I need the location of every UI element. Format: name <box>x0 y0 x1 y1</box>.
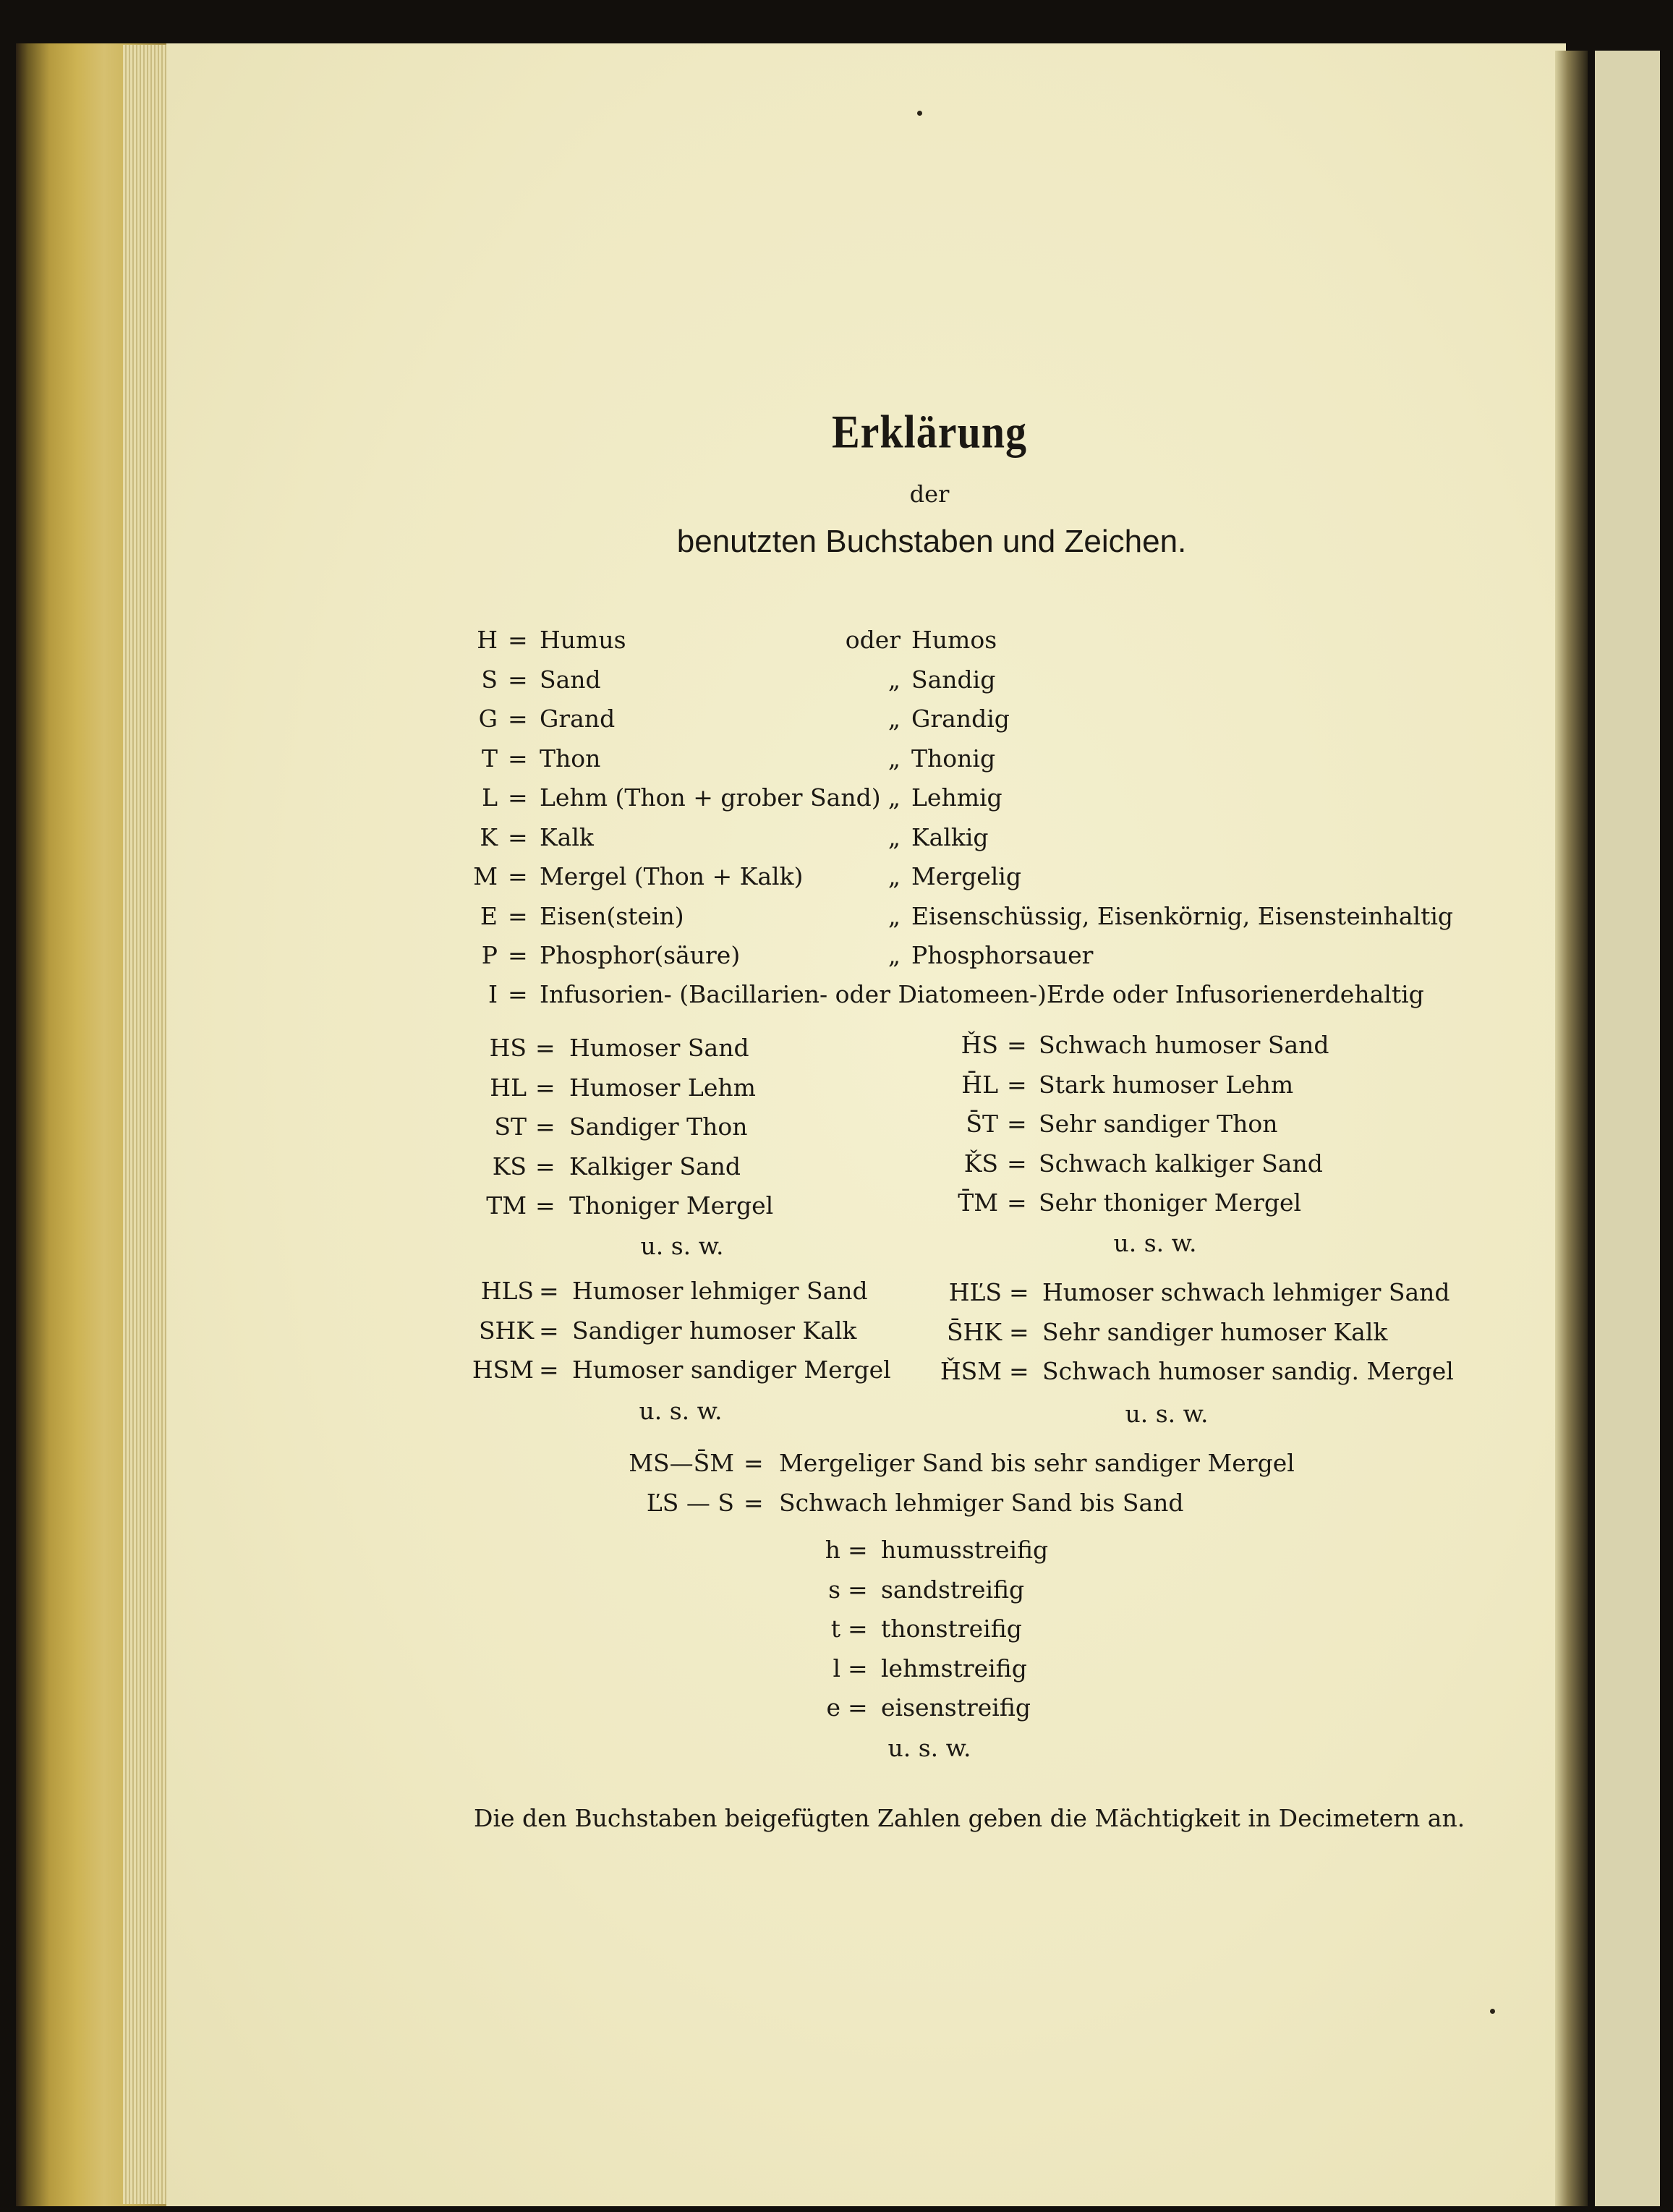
equals-sign: = <box>539 1356 559 1384</box>
symbol-meaning: Infusorien- (Bacillarien- oder Diatomeen-)Erde oder Infusorienerdehaltig <box>540 980 1424 1008</box>
symbol-meaning: Mergel (Thon + Kalk) <box>540 862 804 890</box>
pair-meaning: Sehr thoniger Mergel <box>1039 1188 1302 1217</box>
range-meaning: Mergeliger Sand bis sehr sandiger Mergel <box>779 1449 1295 1477</box>
streak-abbr: s <box>828 1575 840 1604</box>
triple-meaning: Humoser lehmiger Sand <box>572 1277 868 1305</box>
equals-sign: = <box>508 705 528 733</box>
symbol-meaning: Thon <box>540 744 601 773</box>
streak-abbr: h <box>825 1536 840 1564</box>
pair-abbr: ST <box>494 1113 527 1141</box>
symbol-adjective: Thonig <box>911 744 996 773</box>
equals-sign: = <box>1007 1149 1027 1178</box>
equals-sign: = <box>535 1073 555 1102</box>
symbol-abbr: H <box>477 626 498 654</box>
ditto-mark: „ <box>887 862 901 890</box>
symbol-meaning: Kalk <box>540 822 594 851</box>
triple-meaning: Schwach humoser sandig. Mergel <box>1042 1357 1454 1385</box>
pair-meaning: Humoser Lehm <box>569 1073 756 1102</box>
equals-sign: = <box>848 1693 868 1722</box>
equals-sign: = <box>1009 1317 1029 1346</box>
pair-meaning: Kalkiger Sand <box>569 1152 741 1181</box>
symbol-meaning: Humus <box>540 626 626 654</box>
symbol-abbr: S <box>481 665 498 694</box>
symbol-adjective: Eisenschüssig, Eisenkörnig, Eisensteinhaltig <box>911 901 1454 930</box>
streak-abbr: e <box>826 1693 840 1722</box>
equals-sign: = <box>1007 1188 1027 1217</box>
equals-sign: = <box>508 626 528 654</box>
pair-meaning: Schwach kalkiger Sand <box>1039 1149 1323 1178</box>
pair-abbr: T̄M <box>958 1188 998 1217</box>
pair-abbr: H̄L <box>961 1070 998 1099</box>
symbol-meaning: Eisen(stein) <box>540 901 684 930</box>
symbol-abbr: E <box>480 901 498 930</box>
pair-abbr: HS <box>489 1034 527 1062</box>
equals-sign: = <box>508 862 528 890</box>
etc-label: u. s. w. <box>1113 1229 1197 1257</box>
subtitle: benutzten Buchstaben und Zeichen. <box>676 524 1187 559</box>
etc-label: u. s. w. <box>1125 1400 1209 1428</box>
footer-note: Die den Buchstaben beigefügten Zahlen geben die Mächtigkeit in Decimetern an. <box>474 1804 1465 1832</box>
equals-sign: = <box>508 665 528 694</box>
equals-sign: = <box>848 1654 868 1683</box>
equals-sign: = <box>508 901 528 930</box>
symbol-adjective: Grandig <box>911 705 1010 733</box>
ditto-mark: „ <box>887 665 901 694</box>
triple-abbr: S̄HK <box>946 1317 1002 1346</box>
equals-sign: = <box>744 1488 764 1517</box>
etc-label: u. s. w. <box>640 1232 724 1260</box>
pair-abbr: ǨS <box>963 1149 998 1178</box>
symbol-adjective: Phosphorsauer <box>911 941 1094 969</box>
equals-sign: = <box>848 1615 868 1643</box>
symbol-meaning: Grand <box>540 705 616 733</box>
page-gutter <box>1555 51 1588 2206</box>
pair-meaning: Stark humoser Lehm <box>1039 1070 1294 1099</box>
streak-abbr: t <box>830 1615 840 1643</box>
equals-sign: = <box>535 1191 555 1220</box>
pair-meaning: Thoniger Mergel <box>569 1191 774 1220</box>
range-meaning: Schwach lehmiger Sand bis Sand <box>779 1488 1184 1517</box>
equals-sign: = <box>539 1277 559 1305</box>
streak-meaning: lehmstreifig <box>881 1654 1027 1683</box>
ditto-mark: „ <box>887 822 901 851</box>
range-abbr: MS—S̄M <box>629 1449 734 1477</box>
streak-abbr: l <box>833 1654 840 1683</box>
equals-sign: = <box>539 1316 559 1345</box>
pair-meaning: Schwach humoser Sand <box>1039 1031 1329 1059</box>
book-page <box>166 43 1566 2206</box>
streak-meaning: humusstreifig <box>881 1536 1049 1564</box>
symbol-adjective: Mergelig <box>911 862 1021 890</box>
equals-sign: = <box>848 1536 868 1564</box>
triple-abbr: SHK <box>478 1316 534 1345</box>
triple-meaning: Humoser schwach lehmiger Sand <box>1042 1278 1450 1306</box>
pair-abbr: ȞS <box>961 1031 998 1059</box>
triple-abbr: ȞSM <box>940 1357 1002 1385</box>
equals-sign: = <box>508 822 528 851</box>
page-title: Erklärung <box>831 405 1028 458</box>
symbol-adjective: Lehmig <box>911 783 1002 812</box>
equals-sign: = <box>508 783 528 812</box>
symbol-abbr: K <box>480 822 498 851</box>
triple-meaning: Sehr sandiger humoser Kalk <box>1042 1317 1388 1346</box>
equals-sign: = <box>1009 1357 1029 1385</box>
speck <box>917 111 922 116</box>
equals-sign: = <box>1007 1110 1027 1138</box>
etc-label: u. s. w. <box>639 1397 723 1425</box>
triple-abbr: HSM <box>472 1356 534 1384</box>
streak-meaning: eisenstreifig <box>881 1693 1031 1722</box>
ditto-mark: „ <box>887 744 901 773</box>
triple-abbr: HĽS <box>948 1278 1002 1306</box>
equals-sign: = <box>508 980 528 1008</box>
equals-sign: = <box>508 744 528 773</box>
pair-meaning: Humoser Sand <box>569 1034 749 1062</box>
subtitle-small: der <box>909 480 950 508</box>
symbol-abbr: G <box>478 705 498 733</box>
streak-meaning: thonstreifig <box>881 1615 1022 1643</box>
equals-sign: = <box>1007 1070 1027 1099</box>
ditto-mark: „ <box>887 941 901 969</box>
equals-sign: = <box>535 1152 555 1181</box>
symbol-meaning: Phosphor(säure) <box>540 941 741 969</box>
etc-label: u. s. w. <box>887 1734 971 1762</box>
symbol-abbr: P <box>481 941 498 969</box>
symbol-adjective: Sandig <box>911 665 996 694</box>
ditto-mark: „ <box>887 901 901 930</box>
equals-sign: = <box>535 1034 555 1062</box>
symbol-adjective: Humos <box>911 626 997 654</box>
symbol-meaning: Sand <box>540 665 601 694</box>
range-abbr: ĽS — S <box>646 1488 734 1517</box>
symbol-adjective: Kalkig <box>911 822 989 851</box>
symbol-abbr: T <box>481 744 498 773</box>
pair-meaning: Sandiger Thon <box>569 1113 748 1141</box>
equals-sign: = <box>508 941 528 969</box>
equals-sign: = <box>1009 1278 1029 1306</box>
symbol-abbr: L <box>482 783 498 812</box>
equals-sign: = <box>848 1575 868 1604</box>
symbol-abbr: M <box>473 862 498 890</box>
next-page-strip <box>1595 51 1660 2206</box>
symbol-abbr: I <box>488 980 498 1008</box>
equals-sign: = <box>744 1449 764 1477</box>
triple-abbr: HLS <box>480 1277 534 1305</box>
triple-meaning: Humoser sandiger Mergel <box>572 1356 891 1384</box>
pair-meaning: Sehr sandiger Thon <box>1039 1110 1278 1138</box>
speck <box>1490 2009 1495 2014</box>
ditto-mark: oder <box>845 626 901 654</box>
pair-abbr: S̄T <box>966 1110 998 1138</box>
ditto-mark: „ <box>887 783 901 812</box>
symbol-meaning: Lehm (Thon + grober Sand) <box>540 783 881 812</box>
pair-abbr: TM <box>486 1191 527 1220</box>
equals-sign: = <box>1007 1031 1027 1059</box>
ditto-mark: „ <box>887 705 901 733</box>
pair-abbr: KS <box>492 1152 527 1181</box>
equals-sign: = <box>535 1113 555 1141</box>
streak-meaning: sandstreifig <box>881 1575 1025 1604</box>
pair-abbr: HL <box>490 1073 527 1102</box>
triple-meaning: Sandiger humoser Kalk <box>572 1316 857 1345</box>
